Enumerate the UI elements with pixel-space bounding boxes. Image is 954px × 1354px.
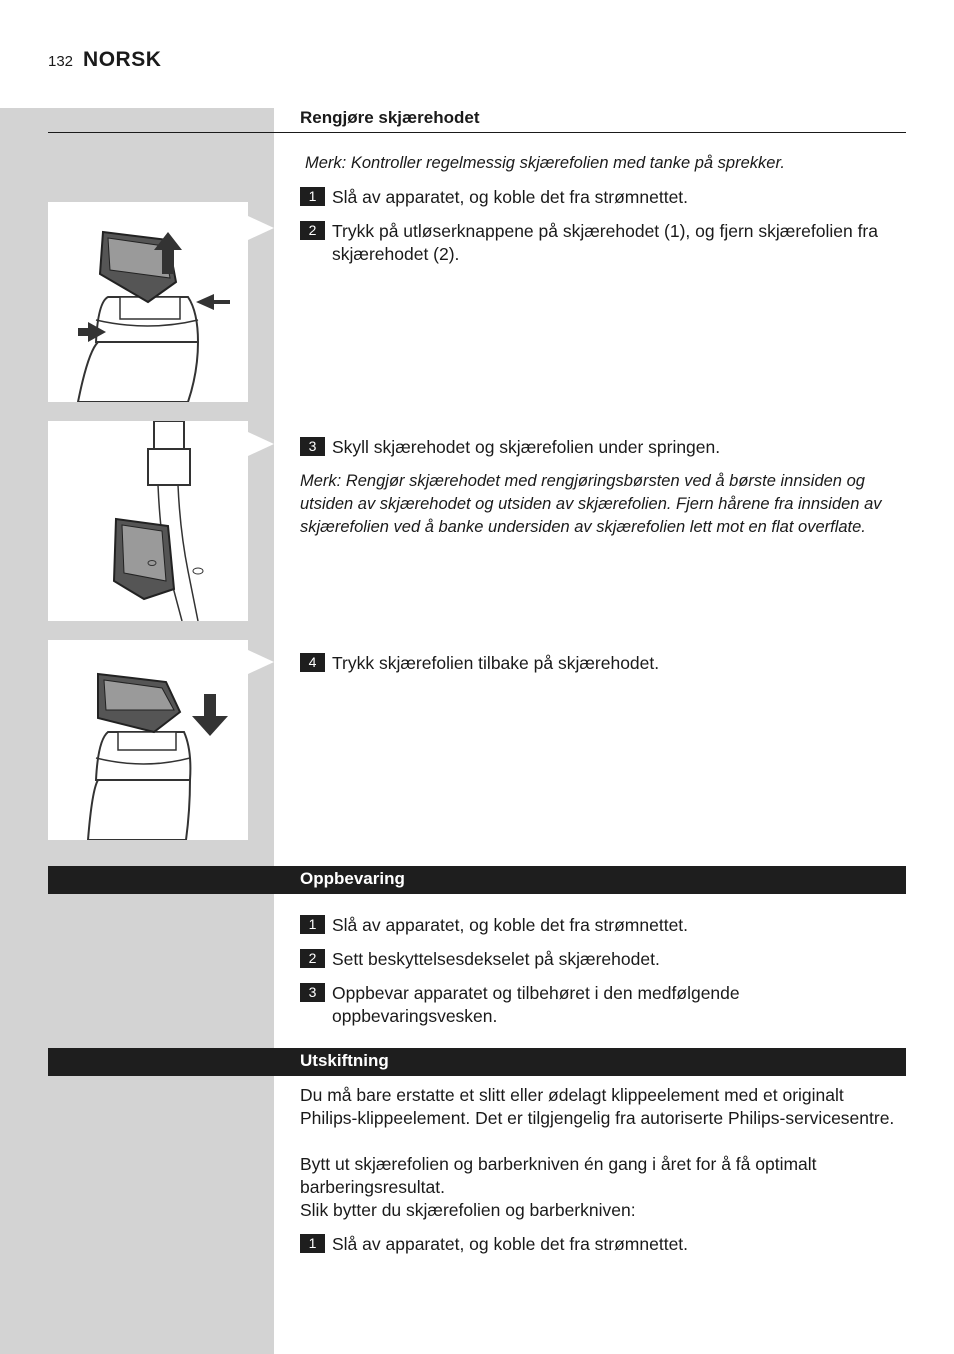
- section-title: Utskiftning: [300, 1051, 389, 1070]
- illustration-rinse-foil: [48, 421, 248, 621]
- step-text: Trykk på utløserknappene på skjærehodet (1), og fjern skjærefolien fra skjærehodet (2).: [332, 221, 878, 264]
- cleaning-note: Merk: Kontroller regelmessig skjærefolien med tanke på sprekker.: [305, 154, 785, 172]
- storage-step-2: [300, 948, 900, 971]
- storage-step-1: [300, 914, 900, 937]
- step-text: Trykk skjærefolien tilbake på skjærehodet.: [332, 653, 660, 673]
- illustration-pointer: [248, 216, 274, 240]
- cleaning-step-4: [300, 652, 900, 675]
- cleaning-step-1: [300, 186, 900, 209]
- replacement-paragraph-3: Slik bytter du skjærefolien og barberkniven:: [300, 1200, 636, 1220]
- illustration-pointer: [248, 432, 274, 456]
- language-title: NORSK: [83, 48, 162, 71]
- step-number: 3: [300, 983, 325, 1002]
- replacement-paragraph-2: Bytt ut skjærefolien og barberkniven én gang i året for å få optimalt barberingsresultat.: [300, 1154, 817, 1197]
- illustration-remove-foil: [48, 202, 248, 402]
- step-text: Slå av apparatet, og koble det fra strømnettet.: [332, 915, 689, 935]
- section-title: Oppbevaring: [300, 869, 405, 888]
- storage-step-3: [300, 982, 900, 1028]
- section-title: Rengjøre skjærehodet: [300, 108, 480, 127]
- step-text: Slå av apparatet, og koble det fra strømnettet.: [332, 1234, 689, 1254]
- replacement-step-1: [300, 1233, 900, 1256]
- step-number: 1: [300, 187, 325, 206]
- section-heading-replacement: [48, 1048, 906, 1076]
- illustration-attach-foil: [48, 640, 248, 840]
- section-heading-storage: [48, 866, 906, 894]
- section-heading-cleaning: [48, 106, 906, 133]
- step-number: 2: [300, 949, 325, 968]
- step-text: Sett beskyttelsesdekselet på skjærehodet.: [332, 949, 660, 969]
- illustration-pointer: [248, 650, 274, 674]
- step-text: Oppbevar apparatet og tilbehøret i den medfølgende oppbevaringsvesken.: [332, 983, 740, 1026]
- step-text: Skyll skjærehodet og skjærefolien under springen.: [332, 437, 721, 457]
- cleaning-step-3: [300, 436, 900, 459]
- step-text: Slå av apparatet, og koble det fra strømnettet.: [332, 187, 689, 207]
- step-number: 3: [300, 437, 325, 456]
- replacement-paragraph-1: Du må bare erstatte et slitt eller ødelagt klippeelement med et originalt Philips-klippeelement. Det er tilgjengelig fra autoriserte Philips-servicesentre.: [300, 1085, 895, 1128]
- cleaning-step-2: [300, 220, 900, 266]
- step-number: 2: [300, 221, 325, 240]
- cleaning-note-2: Merk: Rengjør skjærehodet med rengjøringsbørsten ved å børste innsiden og utsiden av skjærehodet og utsiden av skjærefolien. Fjern hårene fra innsiden av skjærefolien ved å banke undersiden av skjærefolien lett mot en flat overflate.: [300, 472, 882, 536]
- page-header: [48, 48, 161, 72]
- page-number: 132: [48, 53, 74, 70]
- step-number: 1: [300, 915, 325, 934]
- step-number: 4: [300, 653, 325, 672]
- step-number: 1: [300, 1234, 325, 1253]
